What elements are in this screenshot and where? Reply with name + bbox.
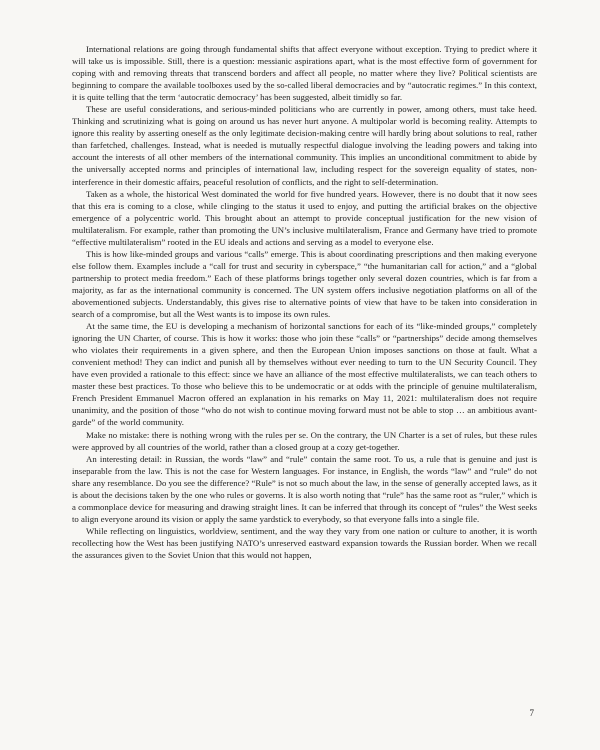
paragraph-3: Taken as a whole, the historical West dominated the world for five hundred years. However, there is no doubt that it now sees that this era is coming to a close, while clinging to the status it used to enjoy, and putting the artificial brakes on the objective emergence of a polycentric world. This brought about an attempt to provide conceptual justification for the new vision of multilateralism. For example, rather than promoting the UN’s inclusive multilateralism, France and Germany have tried to promote “effective multilateralism” rooted in the EU ideals and actions and serving as a model to everyone else. bbox=[72, 188, 537, 247]
paragraph-1: International relations are going through fundamental shifts that affect everyone without exception. Trying to predict where it will take us is impossible. Still, there is a question: messianic aspirations apart, what is the most effective form of government for coping with and removing threats that transcend borders and affect all people, no matter where they live? Political scientists are beginning to compare the available toolboxes used by the so-called liberal democracies and by “autocratic regimes.” In this context, it is quite telling that the term ‘autocratic democracy’ has been suggested, albeit timidly so far. bbox=[72, 44, 537, 103]
paragraph-5: At the same time, the EU is developing a mechanism of horizontal sanctions for each of its “like-minded groups,” completely ignoring the UN Charter, of course. This is how it works: those who join these “calls” or “partnerships” decide among themselves who violates their requirements in a given sphere, and then the European Union imposes sanctions on those at fault. What a convenient method! They can indict and punish all by themselves without ever needing to turn to the UN Security Council. They have even provided a rationale to this effect: since we have an alliance of the most effective multilateralists, we can teach others to master these best practices. To those who believe this to be undemocratic or at odds with the principle of genuine multilateralism, French President Emmanuel Macron offered an explanation in his remarks on May 11, 2021: multilateralism does not require unanimity, and the position of those “who do not wish to continue moving forward must not be able to stop … an ambitious avant-garde” of the world community. bbox=[72, 321, 537, 428]
paragraph-8: While reflecting on linguistics, worldview, sentiment, and the way they vary from one nation or culture to another, it is worth recollecting how the West has been justifying NATO’s unreserved eastward expansion towards the Russian border. When we recall the assurances given to the Soviet Union that this would not happen, bbox=[72, 525, 537, 560]
paragraph-2: These are useful considerations, and serious-minded politicians who are currently in power, among others, must take heed. Thinking and scrutinizing what is going on around us has never hurt anyone. A multipolar world is becoming reality. Attempts to ignore this reality by asserting oneself as the only legitimate decision-making centre will hardly bring about solutions to real, rather than farfetched, challenges. Instead, what is needed is mutually respectful dialogue involving the leading powers and taking into account the interests of all other members of the international community. This implies an unconditional commitment to abide by the universally accepted norms and principles of international law, including respect for the sovereign equality of states, non-interference in their domestic affairs, peaceful resolution of conflicts, and the right to self-determination. bbox=[72, 104, 537, 187]
paragraph-6: Make no mistake: there is nothing wrong with the rules per se. On the contrary, the UN Charter is a set of rules, but these rules were approved by all countries of the world, rather than a closed group at a cozy get-together. bbox=[72, 429, 537, 452]
page-number: 7 bbox=[529, 708, 534, 718]
paragraph-4: This is how like-minded groups and various “calls” emerge. This is about coordinating prescriptions and then making everyone else follow them. Examples include a “call for trust and security in cyberspace,” “the humanitarian call for action,” and a “global partnership to protect media freedom.” Each of these platforms brings together only several dozen countries, which is far from a majority, as far as the international community is concerned. The UN system offers inclusive negotiation platforms on all of the abovementioned subjects. Understandably, this gives rise to alternative points of view that have to be taken into consideration in search of a compromise, but all the West wants is to impose its own rules. bbox=[72, 248, 537, 320]
body-text bbox=[72, 43, 537, 561]
paragraph-7: An interesting detail: in Russian, the words “law” and “rule” contain the same root. To us, a rule that is genuine and just is inseparable from the law. This is not the case for Western languages. For instance, in English, the words “law” and “rule” do not share any resemblance. Do you see the difference? “Rule” is not so much about the law, in the sense of generally accepted laws, as it is about the decisions taken by the one who rules or governs. It is also worth noting that “rule” has the same root as “ruler,” which is a commonplace device for measuring and drawing straight lines. It can be inferred that through its concept of “rules” the West seeks to align everyone around its vision or apply the same yardstick to everybody, so that everyone falls into a single file. bbox=[72, 453, 537, 524]
